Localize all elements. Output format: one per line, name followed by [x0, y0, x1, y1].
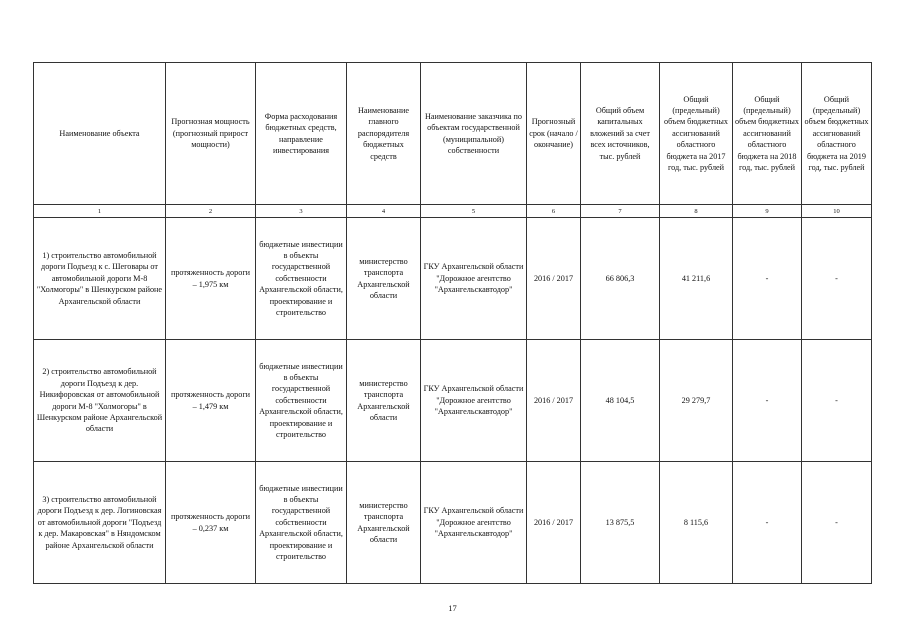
term-cell: 2016 / 2017	[527, 340, 581, 462]
column-number: 1	[34, 205, 166, 218]
header-budget-2017: Общий (предельный) объем бюджетных ассигнований областного бюджета на 2017 год, тыс. рублей	[660, 63, 733, 205]
header-budget-2019: Общий (предельный) объем бюджетных ассигнований областного бюджета на 2019 год, тыс. рублей	[802, 63, 872, 205]
budget-2017-cell: 41 211,6	[660, 218, 733, 340]
column-number: 6	[527, 205, 581, 218]
budget-2018-cell: -	[733, 462, 802, 584]
budget-2019-cell: -	[802, 218, 872, 340]
column-numbers-row	[34, 205, 872, 218]
total-investment-cell: 66 806,3	[581, 218, 660, 340]
spending-form-cell: бюджетные инвестиции в объекты государственной собственности Архангельской области, проектирование и строительство	[256, 340, 347, 462]
header-spending-form: Форма расходования бюджетных средств, направление инвестирования	[256, 63, 347, 205]
budget-manager-cell: министерство транспорта Архангельской области	[347, 462, 421, 584]
capacity-cell: протяженность дороги – 0,237 км	[166, 462, 256, 584]
header-term: Прогнозный срок (начало / окончание)	[527, 63, 581, 205]
table-header-row	[34, 63, 872, 205]
budget-2018-cell: -	[733, 218, 802, 340]
capacity-cell: протяженность дороги – 1,975 км	[166, 218, 256, 340]
budget-2019-cell: -	[802, 340, 872, 462]
header-total-investment: Общий объем капитальных вложений за счет всех источников, тыс. рублей	[581, 63, 660, 205]
header-budget-2018: Общий (предельный) объем бюджетных ассигнований областного бюджета на 2018 год, тыс. рублей	[733, 63, 802, 205]
customer-cell: ГКУ Архангельской области "Дорожное агентство "Архангельскавтодор"	[421, 340, 527, 462]
column-number: 8	[660, 205, 733, 218]
header-customer: Наименование заказчика по объектам государственной (муниципальной) собственности	[421, 63, 527, 205]
object-name-cell: 1) строительство автомобильной дороги Подъезд к с. Шеговары от автомобильной дороги М-8 "Холмогоры" в Шенкурском районе Архангельской области	[34, 218, 166, 340]
column-number: 4	[347, 205, 421, 218]
column-number: 7	[581, 205, 660, 218]
object-name-cell: 2) строительство автомобильной дороги Подъезд к дер. Никифоровская от автомобильной дороги М-8 "Холмогоры" в Шенкурском районе Архангельской области	[34, 340, 166, 462]
customer-cell: ГКУ Архангельской области "Дорожное агентство "Архангельскавтодор"	[421, 218, 527, 340]
total-investment-cell: 13 875,5	[581, 462, 660, 584]
object-name-cell: 3) строительство автомобильной дороги Подъезд к дер. Логиновская от автомобильной дороги "Подъезд к дер. Макаровская" в Няндомском районе Архангельской области	[34, 462, 166, 584]
term-cell: 2016 / 2017	[527, 218, 581, 340]
table-row	[34, 340, 872, 462]
investment-objects-table	[33, 62, 872, 584]
total-investment-cell: 48 104,5	[581, 340, 660, 462]
spending-form-cell: бюджетные инвестиции в объекты государственной собственности Архангельской области, проектирование и строительство	[256, 462, 347, 584]
capacity-cell: протяженность дороги – 1,479 км	[166, 340, 256, 462]
header-budget-manager: Наименование главного распорядителя бюджетных средств	[347, 63, 421, 205]
term-cell: 2016 / 2017	[527, 462, 581, 584]
table-row	[34, 462, 872, 584]
table-row	[34, 218, 872, 340]
page-number: 17	[448, 603, 457, 613]
budget-manager-cell: министерство транспорта Архангельской области	[347, 218, 421, 340]
budget-2018-cell: -	[733, 340, 802, 462]
column-number: 2	[166, 205, 256, 218]
budget-2017-cell: 29 279,7	[660, 340, 733, 462]
spending-form-cell: бюджетные инвестиции в объекты государственной собственности Архангельской области, проектирование и строительство	[256, 218, 347, 340]
customer-cell: ГКУ Архангельской области "Дорожное агентство "Архангельскавтодор"	[421, 462, 527, 584]
column-number: 10	[802, 205, 872, 218]
column-number: 5	[421, 205, 527, 218]
header-capacity: Прогнозная мощность (прогнозный прирост мощности)	[166, 63, 256, 205]
column-number: 9	[733, 205, 802, 218]
header-object-name: Наименование объекта	[34, 63, 166, 205]
column-number: 3	[256, 205, 347, 218]
budget-manager-cell: министерство транспорта Архангельской области	[347, 340, 421, 462]
budget-2019-cell: -	[802, 462, 872, 584]
budget-2017-cell: 8 115,6	[660, 462, 733, 584]
